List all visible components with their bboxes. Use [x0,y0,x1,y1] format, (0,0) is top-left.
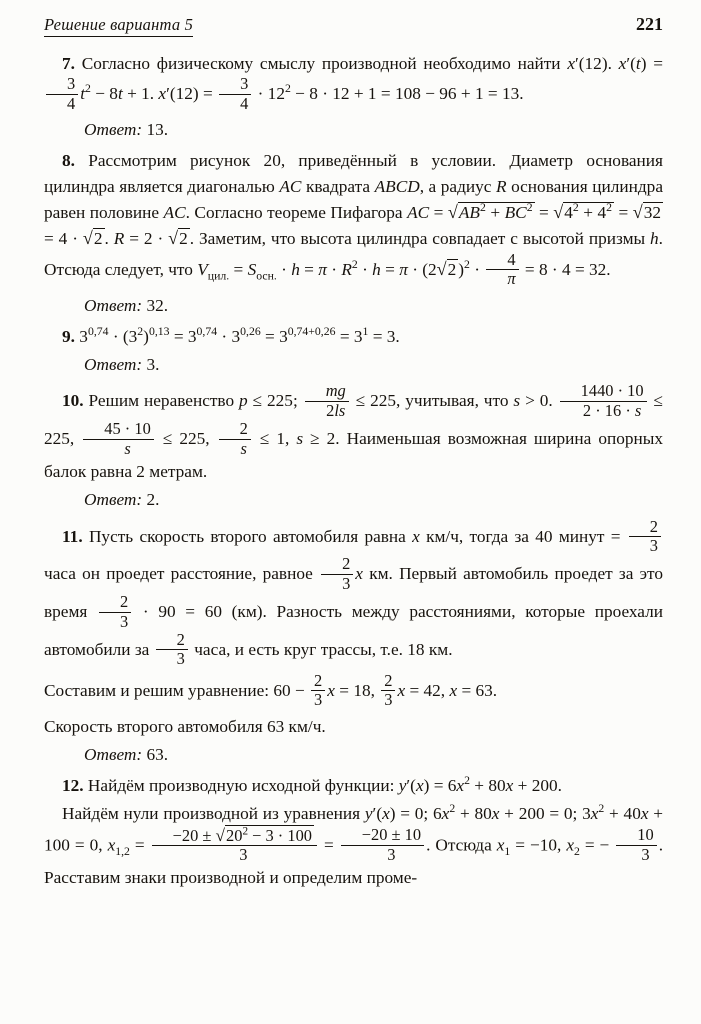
square-root: $√4^2 + 4^2$ [553,201,612,222]
fraction: $\frac{2}{3}$ [99,593,131,631]
fraction: $\frac{4}{\pi}$ [486,251,518,289]
fraction: $\frac{2}{3}$ [156,631,188,669]
problem-10-answer: Ответ: 2. [84,490,160,510]
page-header [44,14,663,37]
problem-11-conclusion: Скорость второго автомобиля 63 км/ч. [44,716,326,736]
running-title: Решение варианта 5 [44,15,193,37]
square-root: $√AB^2 + BC^2$ [447,201,533,222]
fraction: $\frac{-20 \pm √20^2 - 3 \cdot 100}{3}$ [152,826,317,865]
fraction: $\frac{3}{4}$ [46,75,78,113]
square-root: √2 [168,228,188,249]
problem-7-answer: Ответ: 13. [84,120,169,140]
fraction: $\frac{45 \cdot 10}{s}$ [83,420,154,458]
problem-11-answer: Ответ: 63. [84,744,169,764]
fraction: $\frac{3}{4}$ [219,75,251,113]
problem-12-solution-part2: Найдём нули производной из уравнения y′(x) = 0; $6x^2 + 80x + 200 = 0$; $3x^2 + 40x + 100 = 0$, $x_{1,2}$ = $\frac{-20 \pm √20^2 - 3 \cdot 100}{3}$ = $\frac{-20 \pm 10}{3}$ . Отсюда $x_1 = -10$, $x_2$ = − $\frac{10}{3}$ . Расставим знаки производной и определим проме- [44,802,664,888]
fraction: $\frac{mg}{2ls}$ [305,382,349,420]
page-content [44,51,663,891]
fraction: $\frac{1440 \cdot 10}{2 \cdot 16 \cdot s}$ [560,382,647,420]
square-root: √32 [632,201,661,222]
problem-7-solution: 7. Согласно физическому смыслу производной необходимо найти x′(12). x′(t) = $\frac{3}{4}$ $t^2 - 8t + 1$. x′(12) = $\frac{3}{4}$ · $12^2 - 8 \cdot 12 + 1 = 108 - 96 + 1 = 13$. [44,51,663,114]
fraction: $\frac{-20 \pm 10}{3}$ [341,826,424,864]
problem-8-answer: Ответ: 32. [84,295,169,315]
problem-8-solution: 8. Рассмотрим рисунок 20, приведённый в условии. Диаметр основания цилиндра является диагональю AC квадрата ABCD, а радиус R основания цилиндра равен половине AC. Согласно теореме Пифагора AC = $√AB^2 + BC^2 = √4^2 + 4^2 = √32 = 4 \cdot √2$ . R = 2 · √2 . Заметим, что высота цилиндра совпадает с высотой призмы h. Отсюда следует, что $V_{цил.} = S_{осн.} \cdot h = \pi \cdot R^2 \cdot h = \pi \cdot (2√2$ )$^2$ · $\frac{4}{\pi}$ = 8 · 4 = 32. [44,151,663,289]
square-root: √2 [436,258,457,279]
fraction: $\frac{2}{3}$ [381,672,395,710]
problem-10-solution: 10. Решим неравенство p ≤ 225; $\frac{mg}{2ls}$ ≤ 225, учитывая, что s > 0. $\frac{1440 \cdot 10}{2 \cdot 16 \cdot s}$ ≤ 225, $\frac{45 \cdot 10}{s}$ ≤ 225, $\frac{2}{s}$ ≤ 1, s ≥ 2. Наименьшая возможная ширина опорных балок равна 2 метрам. [44,381,664,482]
fraction: $\frac{2}{s}$ [219,420,251,458]
problem-11-equation: Составим и решим уравнение: 60 − $\frac{2}{3}$ x = 18, $\frac{2}{3}$ x = 42, x = 63. [44,670,498,710]
problem-9-answer: Ответ: 3. [84,355,160,375]
square-root: $√20^2 - 3 \cdot 100$ [215,825,313,845]
fraction: $\frac{2}{3}$ [629,518,661,556]
page-number: 221 [636,14,663,34]
problem-12-solution-part1: 12. Найдём производную исходной функции: $y'(x) = 6x^2 + 80x + 200$. [62,774,562,796]
problem-9-solution: 9. $3^{0,74} \cdot (3^2)^{0,13} = 3^{0,74} \cdot 3^{0,26} = 3^{0,74+0,26} = 3^1 = 3$. [62,325,400,346]
problem-11-solution: 11. Пусть скорость второго автомобиля равна x км/ч, тогда за 40 минут = $\frac{2}{3}$ часа он проедет расстояние, равное $\frac{2}{3}$ x км. Первый автомобиль проедет за это время $\frac{2}{3}$ · 90 = 60 (км). Разность между расстояниями, которые проехали автомобили за $\frac{2}{3}$ часа, и есть круг трассы, т.е. 18 км. [44,516,663,669]
fraction: $\frac{2}{3}$ [311,672,325,710]
fraction: $\frac{10}{3}$ [616,826,656,864]
fraction: $\frac{2}{3}$ [321,555,353,593]
square-root: √2 [82,228,103,249]
